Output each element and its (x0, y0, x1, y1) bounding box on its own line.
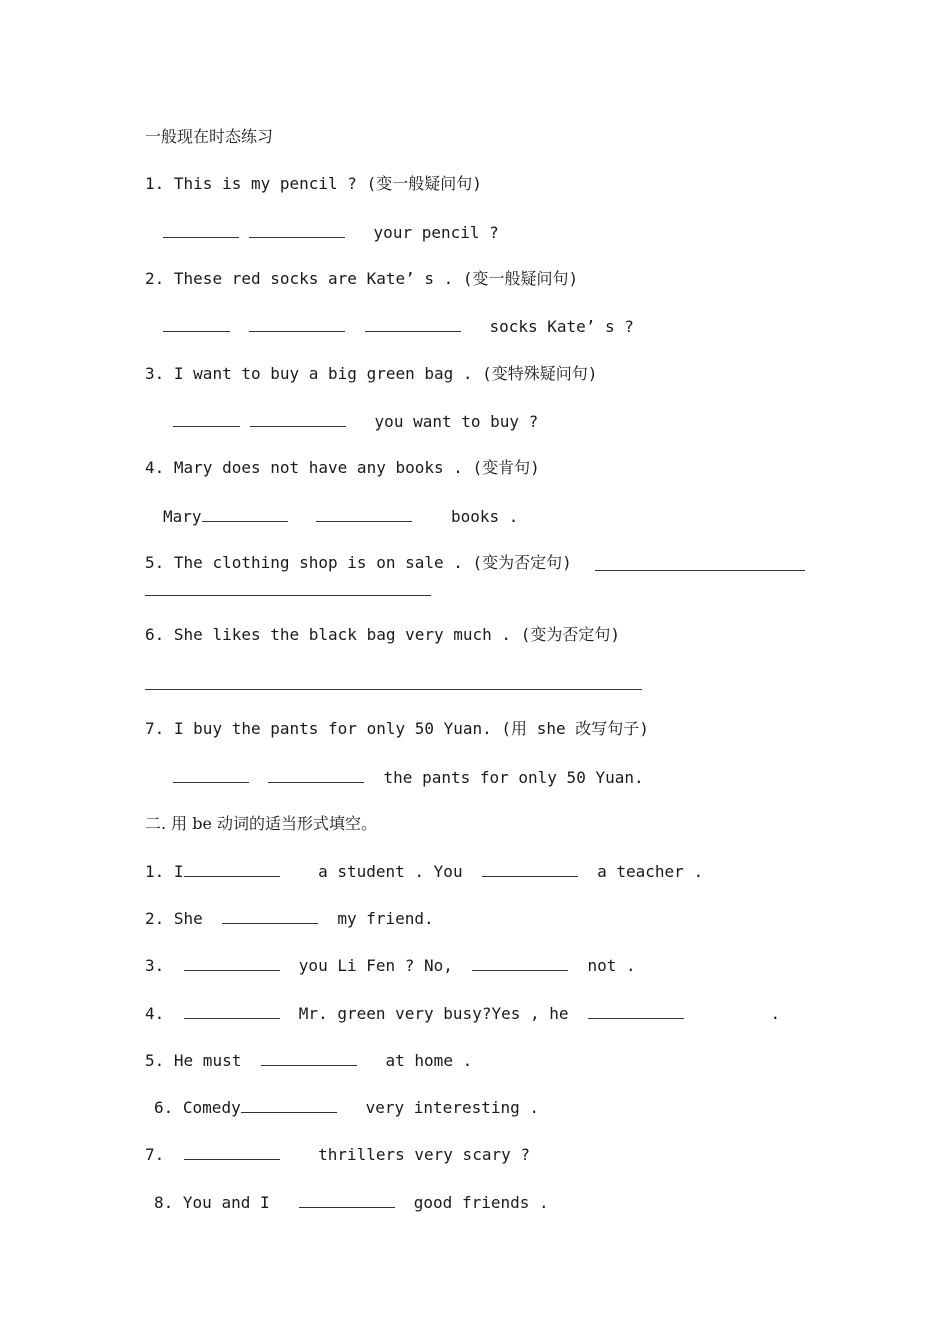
item-number: 3. (145, 956, 165, 975)
item-number: 4. (145, 1004, 165, 1023)
answer-blank[interactable] (184, 1002, 280, 1019)
answer-blank[interactable] (184, 1143, 280, 1160)
answer-blank[interactable] (472, 954, 568, 971)
item-text: Comedy (182, 1098, 241, 1117)
answer-tail: your pencil ? (373, 223, 499, 242)
question-6 (145, 624, 620, 646)
item-text: you Li Fen ? No, (298, 956, 453, 975)
question-7 (145, 718, 649, 740)
question-number: 3. (145, 364, 165, 383)
answer-blank[interactable] (184, 860, 280, 877)
answer-blank[interactable] (184, 954, 280, 971)
answer-blank[interactable] (222, 907, 318, 924)
answer-head: Mary (163, 507, 202, 526)
answer-blank[interactable] (268, 766, 364, 783)
question-number: 2. (145, 269, 165, 288)
question-text: Mary does not have any books . (变肯句) (173, 458, 540, 477)
question-number: 5. (145, 553, 165, 572)
question-text: This is my pencil ? (变一般疑问句) (173, 174, 482, 193)
answer-blank[interactable] (249, 221, 345, 238)
answer-tail: socks Kate’ s ? (489, 317, 634, 336)
answer-blank[interactable] (588, 1002, 684, 1019)
answer-blank[interactable] (261, 1049, 357, 1066)
section-title: 二. 用 be 动词的适当形式填空。 (145, 814, 378, 833)
item-text: a teacher . (597, 862, 704, 881)
fill-item-7 (145, 1143, 530, 1165)
item-text: good friends . (413, 1193, 549, 1212)
answer-blank[interactable] (163, 315, 230, 332)
question-number: 6. (145, 625, 165, 644)
answer-line-6[interactable] (145, 689, 642, 690)
answer-line-5a[interactable] (595, 570, 805, 571)
item-text: very interesting . (365, 1098, 539, 1117)
answer-blank[interactable] (316, 505, 412, 522)
question-3 (145, 363, 597, 385)
question-text: I want to buy a big green bag . (变特殊疑问句) (173, 364, 598, 383)
item-text: not . (587, 956, 636, 975)
question-text: The clothing shop is on sale . (变为否定句) (173, 553, 572, 572)
fill-item-2 (145, 907, 434, 929)
answer-line-1 (163, 221, 499, 243)
answer-line-3 (173, 410, 538, 432)
question-4 (145, 457, 540, 479)
item-text: my friend. (337, 909, 434, 928)
answer-blank[interactable] (365, 315, 461, 332)
item-text: I (173, 862, 184, 881)
answer-tail: books . (450, 507, 519, 526)
item-text: She (173, 909, 203, 928)
answer-blank[interactable] (299, 1191, 395, 1208)
answer-blank[interactable] (250, 410, 346, 427)
answer-blank[interactable] (482, 860, 578, 877)
fill-item-3 (145, 954, 636, 976)
item-number: 8. (154, 1193, 174, 1212)
question-5 (145, 552, 572, 574)
item-text: a student . You (318, 862, 463, 881)
question-number: 1. (145, 174, 165, 193)
question-text: She likes the black bag very much . (变为否定句) (173, 625, 620, 644)
answer-line-7 (173, 766, 644, 788)
item-text: thrillers very scary ? (318, 1145, 530, 1164)
answer-tail: you want to buy ? (374, 412, 539, 431)
answer-tail: the pants for only 50 Yuan. (383, 768, 644, 787)
fill-item-8 (154, 1191, 549, 1213)
fill-item-5 (145, 1049, 472, 1071)
question-text: These red socks are Kate’ s . (变一般疑问句) (173, 269, 579, 288)
question-number: 4. (145, 458, 165, 477)
answer-blank[interactable] (241, 1096, 337, 1113)
item-number: 2. (145, 909, 165, 928)
question-text: I buy the pants for only 50 Yuan. (用 she 改写句子) (173, 719, 649, 738)
answer-blank[interactable] (249, 315, 345, 332)
item-text: . (770, 1004, 781, 1023)
fill-item-1 (145, 860, 703, 882)
item-text: at home . (385, 1051, 473, 1070)
question-number: 7. (145, 719, 165, 738)
item-text: Mr. green very busy?Yes , he (298, 1004, 569, 1023)
section-title: 一般现在时态练习 (145, 127, 274, 146)
answer-line-2 (163, 315, 634, 337)
answer-blank[interactable] (202, 505, 288, 522)
item-number: 5. (145, 1051, 165, 1070)
fill-item-4 (145, 1002, 780, 1024)
answer-blank[interactable] (173, 410, 240, 427)
item-text: You and I (182, 1193, 270, 1212)
item-text: He must (173, 1051, 242, 1070)
answer-line-5b[interactable] (145, 595, 431, 596)
answer-line-4 (163, 505, 518, 527)
item-number: 6. (154, 1098, 174, 1117)
fill-item-6 (154, 1096, 539, 1118)
question-2 (145, 268, 578, 290)
item-number: 1. (145, 862, 165, 881)
answer-blank[interactable] (163, 221, 239, 238)
item-number: 7. (145, 1145, 165, 1164)
answer-blank[interactable] (173, 766, 249, 783)
question-1 (145, 173, 482, 195)
